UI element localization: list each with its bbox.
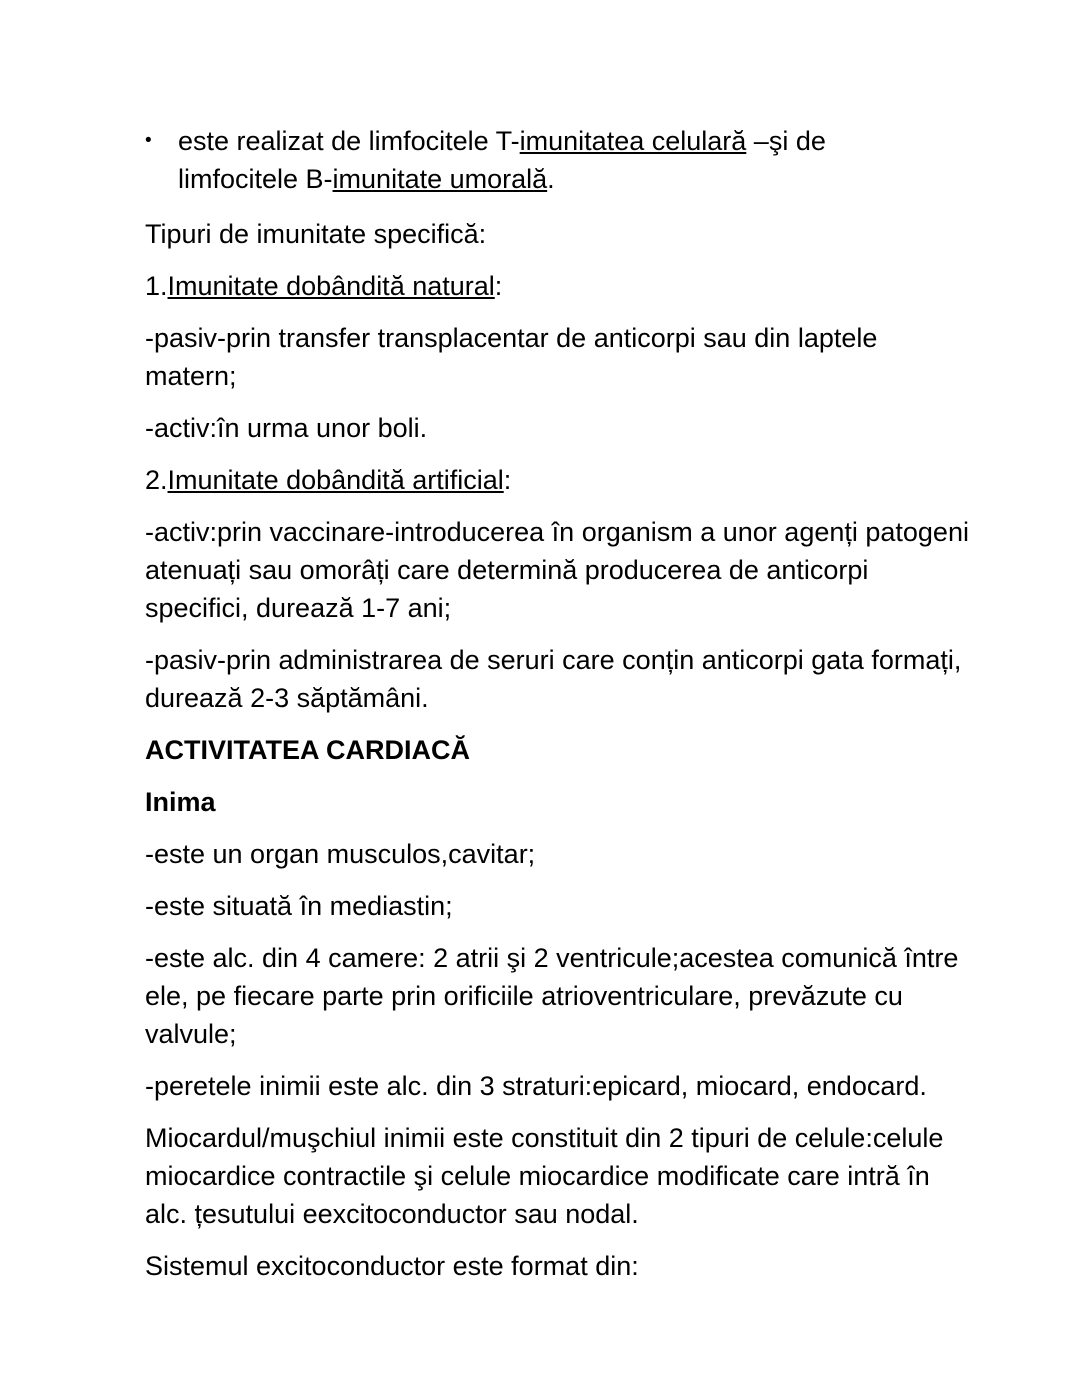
text-segment-underlined: imunitate umorală [332, 164, 548, 194]
paragraph-tipuri: Tipuri de imunitate specifică: [145, 219, 487, 249]
bullet-icon: • [145, 130, 152, 151]
paragraph-pasiv-natural: -pasiv-prin transfer transplacentar de anticorpi sau din laptele matern; [145, 323, 878, 391]
item-suffix: : [503, 465, 512, 495]
list-item-artificial [145, 461, 975, 499]
text-segment: . [547, 164, 555, 194]
text-segment: este realizat de limfocitele T- [178, 126, 520, 156]
item-suffix: : [494, 271, 503, 301]
paragraph-activ-artificial: -activ:prin vaccinare-introducerea în organism a unor agenți patogeni atenuați sau omorâți care determină producerea de anticorpi specifici, durează 1-7 ani; [145, 517, 969, 623]
item-title-underlined: Imunitate dobândită artificial [167, 465, 504, 495]
text-segment: –şi de limfocitele B- [178, 126, 826, 194]
bullet-item [145, 122, 878, 198]
paragraph-mediastin: -este situată în mediastin; [145, 891, 453, 921]
paragraph-miocard: Miocardul/muşchiul inimii este constituit din 2 tipuri de celule:celule miocardice contractile şi celule miocardice modificate care intră în alc. țesutului eexcitoconductor sau nodal. [145, 1123, 944, 1229]
text-segment-underlined: imunitatea celulară [519, 126, 747, 156]
paragraph-perete: -peretele inimii este alc. din 3 straturi:epicard, miocard, endocard. [145, 1071, 927, 1101]
item-title-underlined: Imunitate dobândită natural [167, 271, 495, 301]
paragraph-pasiv-artificial: -pasiv-prin administrarea de seruri care conțin anticorpi gata formați, durează 2-3 săptămâni. [145, 645, 962, 713]
paragraph-camere: -este alc. din 4 camere: 2 atrii şi 2 ventricule;acestea comunică între ele, pe fiecare parte prin orificiile atrioventriculare, prevăzute cu valvule; [145, 943, 959, 1049]
paragraph-sistem: Sistemul excitoconductor este format din: [145, 1251, 639, 1281]
list-item-natural [145, 267, 975, 305]
heading-activitatea-cardiaca: ACTIVITATEA CARDIACĂ [145, 735, 470, 765]
bullet-text [178, 122, 878, 198]
paragraph-activ-natural: -activ:în urma unor boli. [145, 413, 428, 443]
heading-inima: Inima [145, 787, 216, 817]
item-number: 1. [145, 271, 168, 301]
paragraph-organ: -este un organ musculos,cavitar; [145, 839, 536, 869]
item-number: 2. [145, 465, 168, 495]
